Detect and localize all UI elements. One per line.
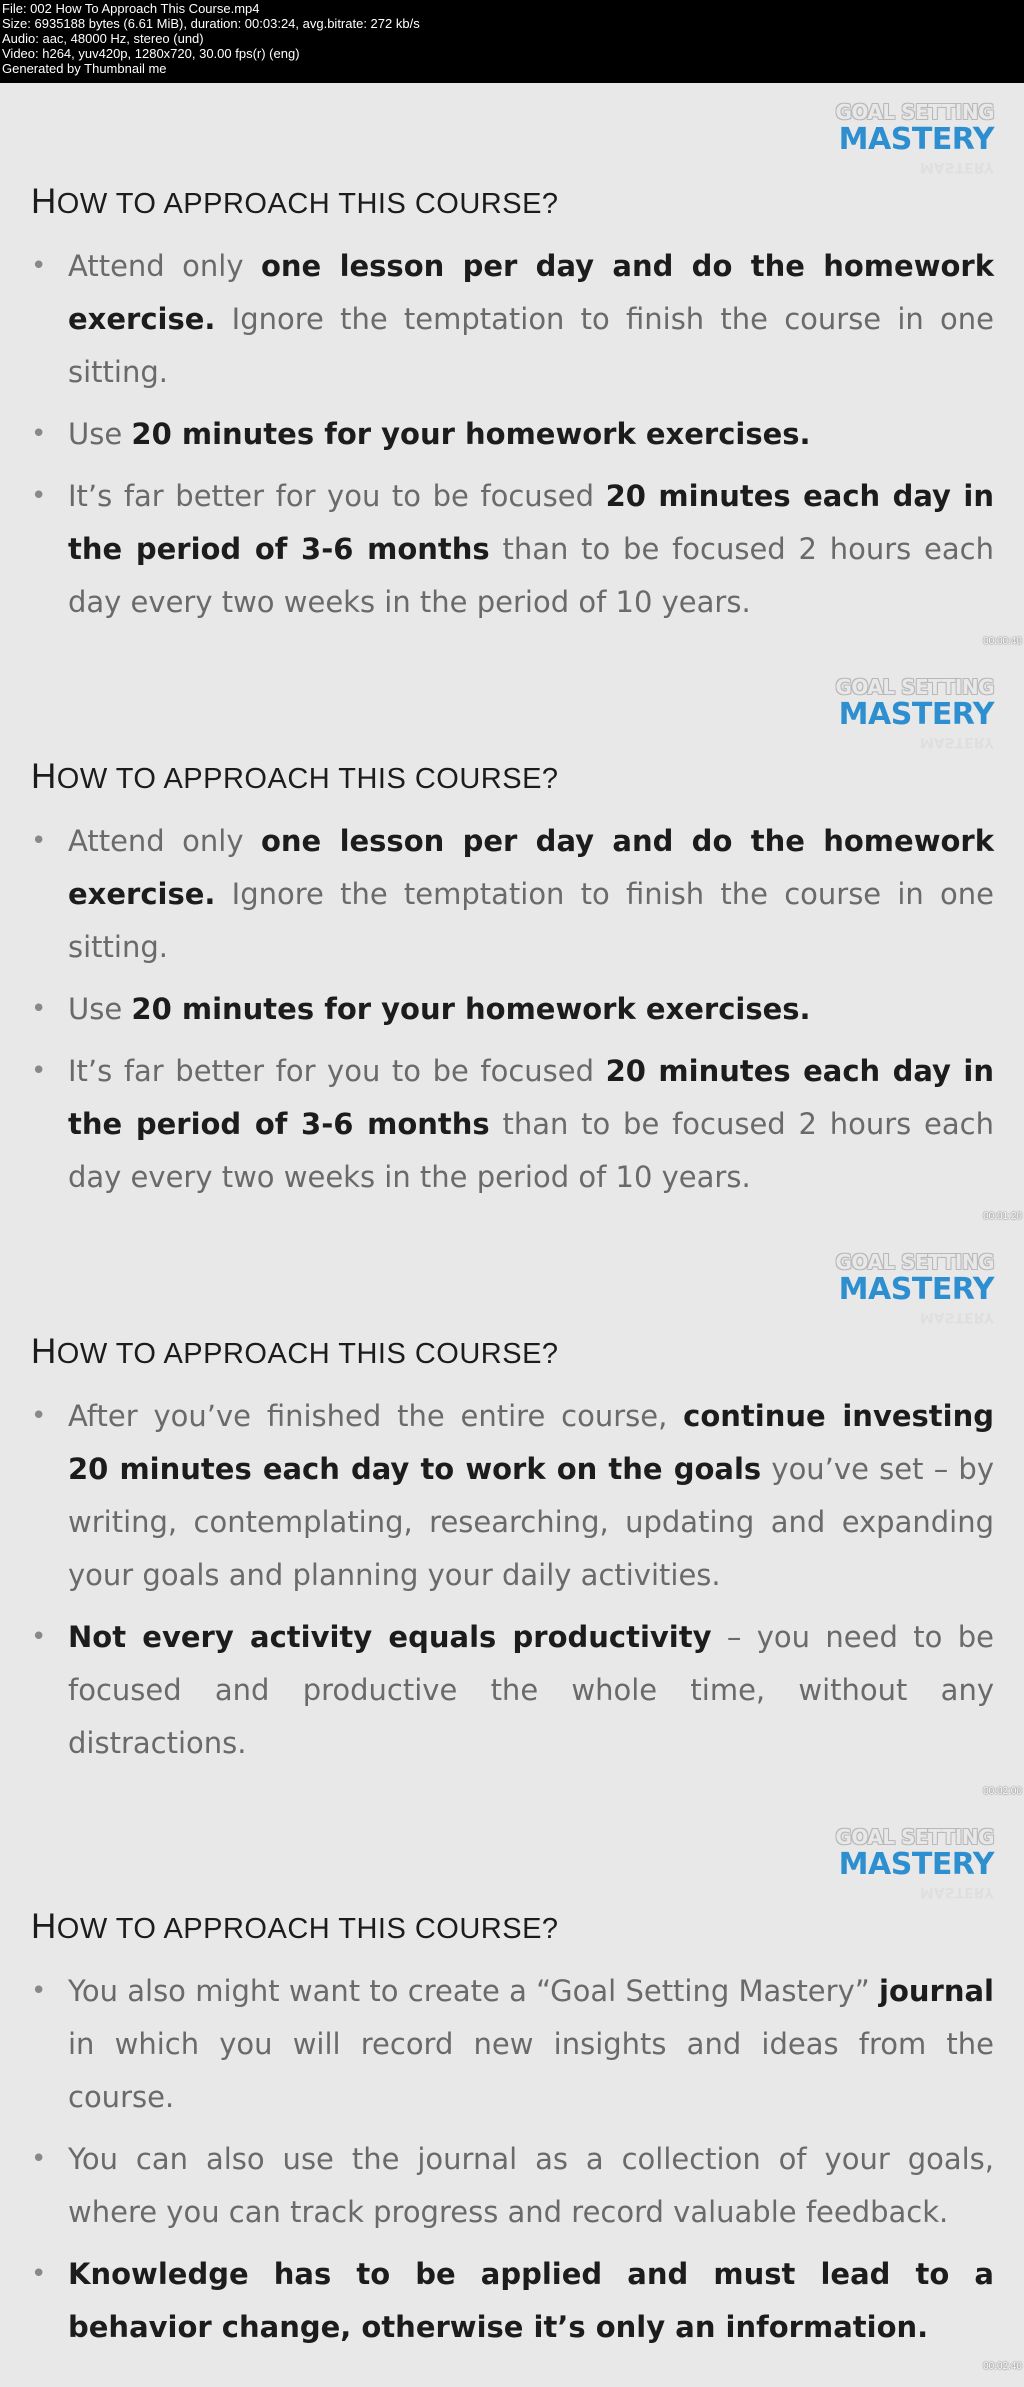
slide-title xyxy=(31,757,559,797)
logo-reflection: MASTERY xyxy=(919,734,994,750)
file-info-header xyxy=(0,0,1024,83)
bullet-item xyxy=(31,408,994,461)
video-frame xyxy=(0,82,1024,657)
bullet-item xyxy=(31,2133,994,2239)
bullet-text: You also might want to create a “Goal Setting Mastery” xyxy=(68,1974,880,2008)
title-rest: OW TO APPROACH THIS COURSE? xyxy=(56,763,559,795)
goal-setting-mastery-logo xyxy=(836,1250,994,1325)
logo-main-text: MASTERY xyxy=(838,697,994,732)
bullet-text: than to be focused 2 hours each day every two weeks in the period of 10 years. xyxy=(68,532,994,619)
logo-top-text: GOAL SETTING xyxy=(835,1825,994,1849)
file-name-line: File: 002 How To Approach This Course.mp4 xyxy=(2,1,260,16)
bullet-bold-text: 20 minutes for your homework exercises. xyxy=(131,992,811,1026)
logo-top-text: GOAL SETTING xyxy=(835,100,994,124)
bullet-list xyxy=(31,240,994,638)
title-initial: H xyxy=(31,1907,57,1946)
logo-main-text: MASTERY xyxy=(838,122,994,157)
bullet-bold-text: one lesson per day and do the homework exercise. xyxy=(68,824,994,911)
bullet-item xyxy=(31,2248,994,2354)
bullet-list xyxy=(31,1390,994,1779)
bullet-text: in which you will record new insights and ideas from the course. xyxy=(68,2027,994,2114)
bullet-item xyxy=(31,815,994,974)
generator-line: Generated by Thumbnail me xyxy=(2,61,167,76)
slide-title xyxy=(31,182,559,222)
bullet-text: Ignore the temptation to finish the course in one sitting. xyxy=(68,302,994,389)
frame-timestamp: 00:00:40 xyxy=(983,636,1022,647)
bullet-item xyxy=(31,240,994,399)
bullet-text: Use xyxy=(68,417,132,451)
slide-title xyxy=(31,1332,559,1372)
bullet-bold-text: Not every activity equals productivity xyxy=(68,1620,712,1654)
goal-setting-mastery-logo xyxy=(836,1825,994,1900)
file-size-line: Size: 6935188 bytes (6.61 MiB), duration: 00:03:24, avg.bitrate: 272 kb/s xyxy=(2,16,420,31)
video-frame xyxy=(0,1807,1024,2382)
logo-reflection: MASTERY xyxy=(919,1884,994,1900)
logo-reflection: MASTERY xyxy=(919,159,994,175)
bullet-item xyxy=(31,1390,994,1602)
bullet-bold-text: journal xyxy=(879,1974,994,2008)
bullet-item xyxy=(31,983,994,1036)
bullet-item xyxy=(31,470,994,629)
logo-top-text: GOAL SETTING xyxy=(835,1250,994,1274)
title-initial: H xyxy=(31,182,57,221)
title-rest: OW TO APPROACH THIS COURSE? xyxy=(56,188,559,220)
bullet-text: Ignore the temptation to finish the course in one sitting. xyxy=(68,877,994,964)
bullet-text: Attend only xyxy=(68,249,261,283)
bullet-list xyxy=(31,1965,994,2363)
audio-info-line: Audio: aac, 48000 Hz, stereo (und) xyxy=(2,31,204,46)
bullet-text: you’ve set – by writing, contemplating, researching, updating and expanding your goals and planning your daily activities. xyxy=(68,1452,994,1592)
bullet-text: Attend only xyxy=(68,824,261,858)
bullet-item xyxy=(31,1611,994,1770)
goal-setting-mastery-logo xyxy=(836,675,994,750)
bullet-item xyxy=(31,1965,994,2124)
bullet-text: Use xyxy=(68,992,132,1026)
goal-setting-mastery-logo xyxy=(836,100,994,175)
logo-main-text: MASTERY xyxy=(838,1272,994,1307)
title-initial: H xyxy=(31,757,57,796)
bullet-text: After you’ve finished the entire course, xyxy=(68,1399,684,1433)
video-frame xyxy=(0,657,1024,1232)
bullet-list xyxy=(31,815,994,1213)
video-info-line: Video: h264, yuv420p, 1280x720, 30.00 fps(r) (eng) xyxy=(2,46,300,61)
bullet-item xyxy=(31,1045,994,1204)
frame-timestamp: 00:02:00 xyxy=(983,1786,1022,1797)
bullet-text: It’s far better for you to be focused xyxy=(68,1054,606,1088)
bullet-text: It’s far better for you to be focused xyxy=(68,479,606,513)
bullet-text: – you need to be focused and productive the whole time, without any distractions. xyxy=(68,1620,994,1760)
title-initial: H xyxy=(31,1332,57,1371)
slide-title xyxy=(31,1907,559,1947)
frame-timestamp: 00:02:40 xyxy=(983,2361,1022,2372)
title-rest: OW TO APPROACH THIS COURSE? xyxy=(56,1338,559,1370)
frame-timestamp: 00:01:20 xyxy=(983,1211,1022,1222)
bullet-bold-text: 20 minutes each day in the period of 3-6 months xyxy=(68,1054,994,1141)
video-frame xyxy=(0,1232,1024,1807)
logo-main-text: MASTERY xyxy=(838,1847,994,1882)
bullet-bold-text: one lesson per day and do the homework exercise. xyxy=(68,249,994,336)
bullet-bold-text: 20 minutes for your homework exercises. xyxy=(131,417,811,451)
logo-top-text: GOAL SETTING xyxy=(835,675,994,699)
bullet-text: You can also use the journal as a collection of your goals, where you can track progress and record valuable feedback. xyxy=(68,2142,994,2229)
bullet-bold-text: Knowledge has to be applied and must lead to a behavior change, otherwise it’s only an information. xyxy=(68,2257,994,2344)
bullet-text: than to be focused 2 hours each day every two weeks in the period of 10 years. xyxy=(68,1107,994,1194)
logo-reflection: MASTERY xyxy=(919,1309,994,1325)
bullet-bold-text: 20 minutes each day in the period of 3-6 months xyxy=(68,479,994,566)
bullet-bold-text: continue investing 20 minutes each day to work on the goals xyxy=(68,1399,994,1486)
title-rest: OW TO APPROACH THIS COURSE? xyxy=(56,1913,559,1945)
